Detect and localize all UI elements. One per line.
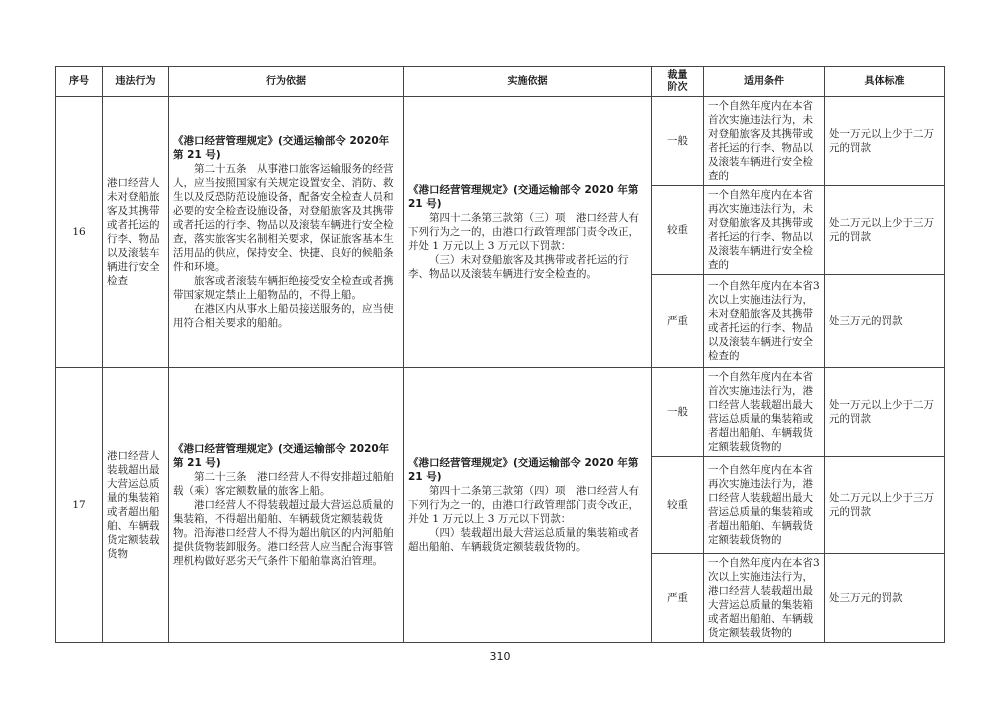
basis-paragraph: 在港区内从事水上船员接送服务的，应当使用符合相关要求的船舶。 [173, 303, 394, 329]
header-basis: 行为依据 [169, 67, 404, 97]
basis-paragraph: 港口经营人不得装载超过最大营运总质量的集装箱，不得超出船舶、车辆载货定额装载货物。沿海港口经营人不得为超出航区的内河船舶提供货物装卸服务。港口经营人应当配合海事管理机构做好恶劣天气条件下船舶靠离泊管理。 [173, 499, 394, 567]
level-label: 较重 [652, 186, 704, 275]
impl-paragraph: （四）装载超出最大营运总质量的集装箱或者超出船舶、车辆载货定额装载货物的。 [408, 527, 639, 553]
basis-title: 《港口经营管理规定》(交通运输部令 2020年第 21 号) [173, 135, 390, 161]
level-condition: 一个自然年度内在本省3次以上实施违法行为，港口经营人装载超出最大营运总质量的集装箱或者超出船舶、车辆载货定额装载货物的 [704, 554, 825, 643]
row-basis [169, 97, 404, 368]
row-act: 港口经营人装载超出最大营运总质量的集装箱或者超出船舶、车辆载货定额装载货物 [103, 368, 169, 643]
header-std: 具体标准 [825, 67, 945, 97]
row-basis [169, 368, 404, 643]
header-level: 裁量阶次 [652, 67, 704, 97]
level-label: 一般 [652, 368, 704, 457]
impl-paragraph: 第四十二条第三款第（三）项 港口经营人有下列行为之一的，由港口行政管理部门责令改正，并处 1 万元以上 3 万元以下罚款： [408, 212, 639, 252]
basis-paragraph: 第二十三条 港口经营人不得安排超过船舶载（乘）客定额数量的旅客上船。 [173, 471, 394, 497]
level-condition: 一个自然年度内在本省首次实施违法行为，未对登船旅客及其携带或者托运的行李、物品以及滚装车辆进行安全检查的 [704, 97, 825, 186]
row-act: 港口经营人未对登船旅客及其携带或者托运的行李、物品以及滚装车辆进行安全检查 [103, 97, 169, 368]
level-label: 严重 [652, 554, 704, 643]
header-seq: 序号 [56, 67, 103, 97]
header-impl: 实施依据 [404, 67, 652, 97]
basis-paragraph: 旅客或者滚装车辆拒绝接受安全检查或者携带国家规定禁止上船物品的，不得上船。 [173, 275, 394, 301]
level-standard: 处一万元以上少于二万元的罚款 [825, 368, 945, 457]
penalty-table [55, 66, 945, 643]
basis-title: 《港口经营管理规定》(交通运输部令 2020年第 21 号) [173, 443, 390, 469]
level-label: 较重 [652, 457, 704, 554]
level-label: 严重 [652, 275, 704, 368]
table-row [56, 97, 945, 186]
level-standard: 处二万元以上少于三万元的罚款 [825, 457, 945, 554]
row-seq: 17 [56, 368, 103, 643]
table-row [56, 368, 945, 457]
impl-paragraph: （三）未对登船旅客及其携带或者托运的行李、物品以及滚装车辆进行安全检查的。 [408, 254, 629, 280]
level-standard: 处一万元以上少于二万元的罚款 [825, 97, 945, 186]
impl-title: 《港口经营管理规定》(交通运输部令 2020 年第 21 号) [408, 457, 639, 483]
level-standard: 处三万元的罚款 [825, 554, 945, 643]
basis-paragraph: 第二十五条 从事港口旅客运输服务的经营人，应当按照国家有关规定设置安全、消防、救生以及反恐防范设施设备，配备安全检查人员和必要的安全检查设施设备，对登船旅客及其携带或者托运的行李、物品以及滚装车辆进行安全检查，落实旅客实名制相关要求，保证旅客基本生活用品的供应，保持安全、快捷、良好的候船条件和环境。 [173, 163, 394, 273]
impl-title: 《港口经营管理规定》(交通运输部令 2020 年第 21 号) [408, 184, 639, 210]
level-condition: 一个自然年度内在本省再次实施违法行为，未对登船旅客及其携带或者托运的行李、物品以及滚装车辆进行安全检查的 [704, 186, 825, 275]
header-cond: 适用条件 [704, 67, 825, 97]
level-condition: 一个自然年度内在本省再次实施违法行为，港口经营人装载超出最大营运总质量的集装箱或者超出船舶、车辆载货定额装载货物的 [704, 457, 825, 554]
level-standard: 处三万元的罚款 [825, 275, 945, 368]
header-row [56, 67, 945, 97]
row-seq: 16 [56, 97, 103, 368]
row-impl [404, 368, 652, 643]
level-label: 一般 [652, 97, 704, 186]
row-impl [404, 97, 652, 368]
level-condition: 一个自然年度内在本省3次以上实施违法行为，未对登船旅客及其携带或者托运的行李、物品以及滚装车辆进行安全检查的 [704, 275, 825, 368]
impl-paragraph: 第四十二条第三款第（四）项 港口经营人有下列行为之一的，由港口行政管理部门责令改正，并处 1 万元以上 3 万元以下罚款： [408, 485, 639, 525]
level-condition: 一个自然年度内在本省首次实施违法行为，港口经营人装载超出最大营运总质量的集装箱或者超出船舶、车辆载货定额装载货物的 [704, 368, 825, 457]
header-act: 违法行为 [103, 67, 169, 97]
level-standard: 处二万元以上少于三万元的罚款 [825, 186, 945, 275]
page-number: 310 [489, 650, 511, 663]
